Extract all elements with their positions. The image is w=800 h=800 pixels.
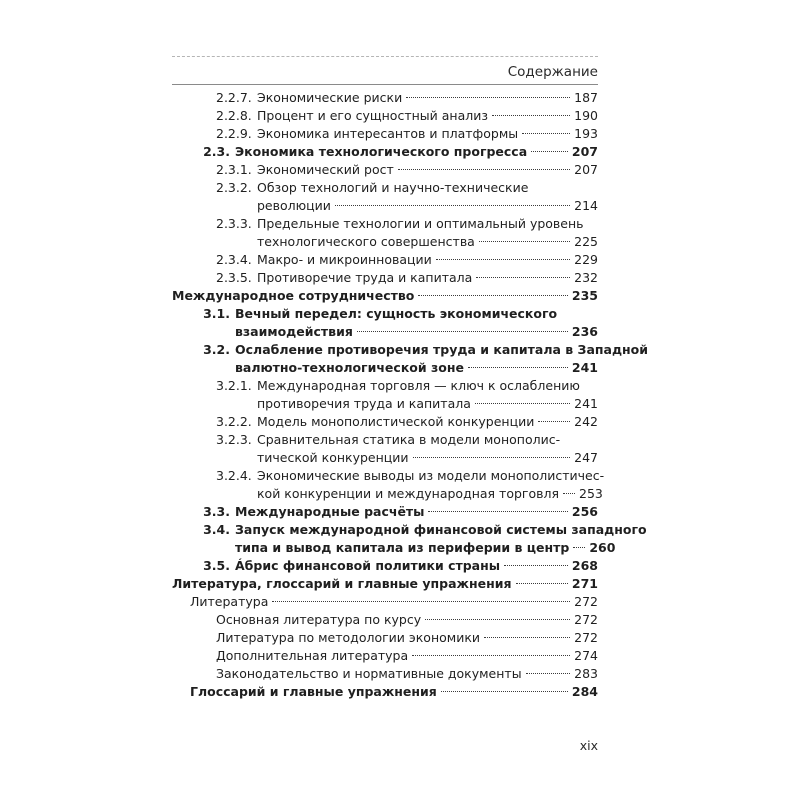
dot-leader [335,205,570,206]
toc-entry-page: 232 [574,270,598,285]
toc-entry [172,161,598,179]
toc-entry-page: 214 [574,198,598,213]
toc-entry-number: 2.3.5. [216,270,252,285]
toc-entry [172,287,598,305]
toc-entry-page: 274 [574,648,598,663]
toc-entry-title: Международная торговля — ключ к ослаблению [257,378,580,393]
dot-leader [428,511,567,512]
dot-leader [272,601,570,602]
toc-entry-page: 190 [574,108,598,123]
toc-entry-title: Экономические выводы из модели монополистичес- [257,468,605,483]
toc-entry [172,629,598,647]
toc-entry-title: Литература, глоссарий и главные упражнения [172,576,512,591]
toc-entry-title-continuation: кой конкуренции и международная торговля [257,486,559,501]
dot-leader [563,493,575,494]
toc-entry-title-continuation: взаимодействия [235,324,353,339]
toc-entry [172,665,598,683]
toc-entry-page: 207 [571,144,598,159]
header-top-rule [172,56,598,57]
toc-entry-number: 3.5. [203,558,230,573]
running-header-title: Содержание [507,64,598,80]
toc-entry [172,377,598,413]
toc-entry-page: 272 [574,594,598,609]
toc-entry-title: Модель монополистической конкуренции [257,414,535,429]
toc-entry [172,125,598,143]
toc-entry-page: 193 [574,126,598,141]
toc-entry-number: 2.3. [203,144,230,159]
toc-entry-page: 187 [574,90,598,105]
dot-leader [406,97,570,98]
toc-entry [172,89,598,107]
toc-entry-title: Экономика технологического прогресса [235,144,528,159]
toc-entry-page: 225 [574,234,598,249]
toc-entry-title-continuation: тической конкуренции [257,450,409,465]
toc-entry [172,557,598,575]
toc-entry-page: 271 [571,576,598,591]
dot-leader [492,115,570,116]
toc-entry [172,431,598,467]
toc-entry-title: Экономика интересантов и платформы [257,126,519,141]
toc-entry-number: 2.3.1. [216,162,252,177]
toc-entry-page: 247 [574,450,598,465]
toc-entry-title-continuation: технологического совершенства [257,234,475,249]
toc-entry [172,413,598,431]
toc-entry-number: 2.2.7. [216,90,252,105]
toc-entry-page: 241 [574,396,598,411]
toc-entry-title-continuation: противоречия труда и капитала [257,396,471,411]
dot-leader [573,547,585,548]
toc-entry-title: Основная литература по курсу [216,612,422,627]
toc-entry-number: 2.3.2. [216,180,252,195]
dot-leader [526,673,571,674]
toc-entry-title-continuation: революции [257,198,331,213]
dot-leader [476,277,570,278]
dot-leader [468,367,568,368]
toc-entry-page: 260 [589,540,616,555]
dot-leader [484,637,570,638]
toc-entry-title: Вечный передел: сущность экономического [235,306,558,321]
dot-leader [531,151,568,152]
toc-entry [172,611,598,629]
toc-entry-title: Международные расчёты [235,504,425,519]
toc-entry-title: Экономические риски [257,90,403,105]
toc-entry-title: Международное сотрудничество [172,288,415,303]
toc-entry-page: 256 [571,504,598,519]
toc-entry-number: 3.2.2. [216,414,252,429]
toc-entry-page: 207 [574,162,598,177]
dot-leader [436,259,570,260]
toc-entry [172,107,598,125]
dot-leader [398,169,570,170]
toc-entry-number: 3.2.3. [216,432,252,447]
toc-entry [172,575,598,593]
toc-entry-page: 241 [571,360,598,375]
toc-entry-title: Литература по методологии экономики [216,630,481,645]
toc-entry-page: 242 [574,414,598,429]
toc-entry-page: 272 [574,630,598,645]
toc-entry [172,467,605,503]
toc-entry [172,521,647,557]
toc-entry [172,305,598,341]
toc-entry-number: 3.3. [203,504,230,519]
toc-entry-title: Áбрис финансовой политики страны [235,558,501,573]
toc-entry-title: Запуск международной финансовой системы западного [235,522,647,537]
toc-entry [172,341,649,377]
toc-entry [172,215,598,251]
toc-entry-page: 272 [574,612,598,627]
toc-entry-title: Макро- и микроинновации [257,252,432,267]
toc-entry-title: Сравнительная статика в модели монополис- [257,432,561,447]
dot-leader [475,403,570,404]
toc-entry-number: 2.3.3. [216,216,252,231]
toc-entry [172,503,598,521]
toc-entry [172,647,598,665]
toc-entry-number: 3.2.1. [216,378,252,393]
toc-entry-number: 3.2. [203,342,230,357]
dot-leader [425,619,570,620]
dot-leader [504,565,568,566]
toc-entry-number: 2.2.9. [216,126,252,141]
dot-leader [538,421,570,422]
dot-leader [441,691,568,692]
dot-leader [412,655,570,656]
toc-entry-page: 253 [579,486,603,501]
table-of-contents [172,89,649,701]
toc-entry-title-continuation: валютно-технологической зоне [235,360,464,375]
dot-leader [357,331,568,332]
toc-entry [172,179,598,215]
toc-entry-title: Экономический рост [257,162,394,177]
toc-entry-page: 229 [574,252,598,267]
toc-entry-title: Законодательство и нормативные документы [216,666,522,681]
toc-entry-page: 283 [574,666,598,681]
toc-entry-title: Литература [190,594,269,609]
toc-entry-title: Глоссарий и главные упражнения [190,684,437,699]
toc-entry-page: 236 [571,324,598,339]
toc-entry-number: 3.1. [203,306,230,321]
header-bottom-rule [172,84,598,85]
toc-entry-title: Обзор технологий и научно-технические [257,180,529,195]
toc-entry-title: Дополнительная литература [216,648,409,663]
toc-entry-page: 268 [571,558,598,573]
toc-entry-title: Противоречие труда и капитала [257,270,473,285]
dot-leader [479,241,570,242]
dot-leader [418,295,568,296]
toc-entry [172,143,598,161]
toc-entry [172,683,598,701]
toc-entry-page: 235 [571,288,598,303]
page-number: xix [579,738,598,753]
toc-entry-number: 2.2.8. [216,108,252,123]
toc-entry-title-continuation: типа и вывод капитала из периферии в центр [235,540,570,555]
dot-leader [413,457,571,458]
toc-entry-number: 3.4. [203,522,230,537]
toc-entry [172,593,598,611]
toc-entry-number: 3.2.4. [216,468,252,483]
toc-entry [172,269,598,287]
toc-entry-title: Ослабление противоречия труда и капитала в Западной [235,342,649,357]
toc-entry-page: 284 [571,684,598,699]
toc-entry [172,251,598,269]
dot-leader [516,583,568,584]
toc-entry-number: 2.3.4. [216,252,252,267]
dot-leader [522,133,570,134]
toc-entry-title: Процент и его сущностный анализ [257,108,488,123]
toc-entry-title: Предельные технологии и оптимальный уровень [257,216,584,231]
